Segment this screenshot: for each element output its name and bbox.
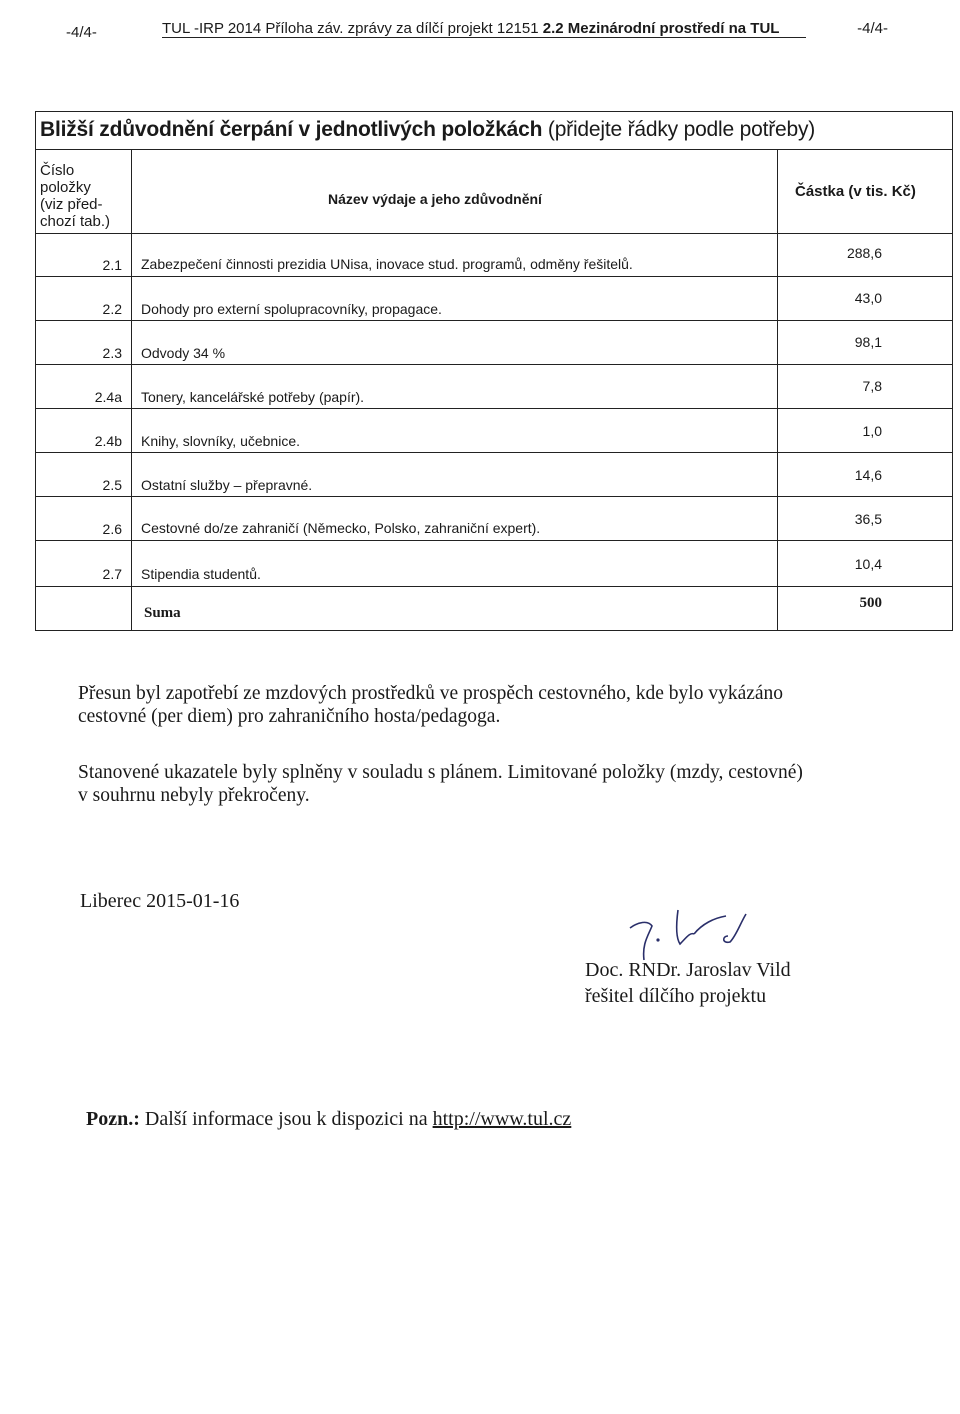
row-divider [35,364,953,365]
row-amount: 10,4 [854,556,882,572]
row-description: Tonery, kancelářské potřeby (papír). [141,389,365,405]
header-title-plain: TUL -IRP 2014 Příloha záv. zprávy za dílčí projekt 12151 [162,20,539,37]
signatory [585,957,791,1009]
row-amount: 36,5 [854,511,882,527]
header-title [162,20,806,38]
row-amount: 43,0 [854,290,882,306]
row-description: Dohody pro externí spolupracovníky, propagace. [141,301,442,317]
page-number-right: -4/4- [857,20,888,37]
row-description: Stipendia studentů. [141,566,261,582]
header-row-divider [35,233,953,234]
row-amount: 14,6 [854,467,882,483]
paragraph [78,761,803,807]
row-divider [35,320,953,321]
paragraph-line: cestovné (per diem) pro zahraničního hosta/pedagoga. [78,706,501,727]
page-header [66,14,888,41]
row-divider [35,276,953,277]
row-amount: 288,6 [846,245,882,261]
header-item-name: Název výdaje a jeho zdůvodnění [328,191,542,207]
column-divider-2 [777,149,778,631]
header-item-line: položky [40,179,91,196]
signatory-role: řešitel dílčího projektu [585,985,767,1007]
sum-label: Suma [144,605,181,621]
signatory-name: Doc. RNDr. Jaroslav Vild [585,959,791,981]
header-item-line: Číslo [40,162,75,179]
row-description: Zabezpečení činnosti prezidia UNisa, inovace stud. programů, odměny řešitelů. [141,256,633,272]
row-divider [35,586,953,587]
section-title-bold: Bližší zdůvodnění čerpání v jednotlivých položkách [40,118,543,141]
row-description: Odvody 34 % [141,345,226,361]
row-number: 2.7 [102,566,122,582]
footnote-text: Další informace jsou k dispozici na [144,1108,428,1130]
footnote [86,1108,571,1131]
paragraph-line: v souhrnu nebyly překročeny. [78,785,310,806]
header-title-bold: 2.2 Mezinárodní prostředí na TUL [542,20,780,37]
paragraph [78,682,783,728]
row-amount: 7,8 [862,378,882,394]
row-divider [35,452,953,453]
row-number: 2.1 [102,257,122,273]
row-divider [35,540,953,541]
section-title [40,118,815,142]
row-number: 2.4b [94,433,122,449]
paragraph-line: Stanovené ukazatele byly splněny v souladu s plánem. Limitované položky (mzdy, cestovné) [78,762,803,783]
sum-value: 500 [859,595,882,611]
row-divider [35,496,953,497]
row-number: 2.5 [102,477,122,493]
paragraph-line: Přesun byl zapotřebí ze mzdových prostředků ve prospěch cestovného, kde bylo vykázáno [78,683,784,704]
row-description: Ostatní služby – přepravné. [141,477,313,493]
row-number: 2.3 [102,345,122,361]
row-divider [35,408,953,409]
row-amount: 1,0 [862,423,882,439]
title-divider [35,149,953,150]
row-number: 2.2 [102,301,122,317]
place-date: Liberec 2015-01-16 [80,890,240,912]
page-number-left: -4/4- [66,24,97,41]
header-item-line: (viz před- [40,196,103,213]
row-description: Cestovné do/ze zahraničí (Německo, Polsko, zahraniční expert). [141,520,541,536]
row-number: 2.4a [94,389,122,405]
row-number: 2.6 [102,521,122,537]
row-description: Knihy, slovníky, učebnice. [141,433,301,449]
footnote-label: Pozn.: [86,1108,140,1130]
header-amount: Částka (v tis. Kč) [795,183,916,200]
column-divider-1 [131,149,132,631]
header-item-number [40,162,110,230]
website-link[interactable]: http://www.tul.cz [432,1108,572,1130]
header-item-line: chozí tab.) [40,213,111,230]
section-title-note: (přidejte řádky podle potřeby) [547,118,816,141]
row-amount: 98,1 [854,334,882,350]
